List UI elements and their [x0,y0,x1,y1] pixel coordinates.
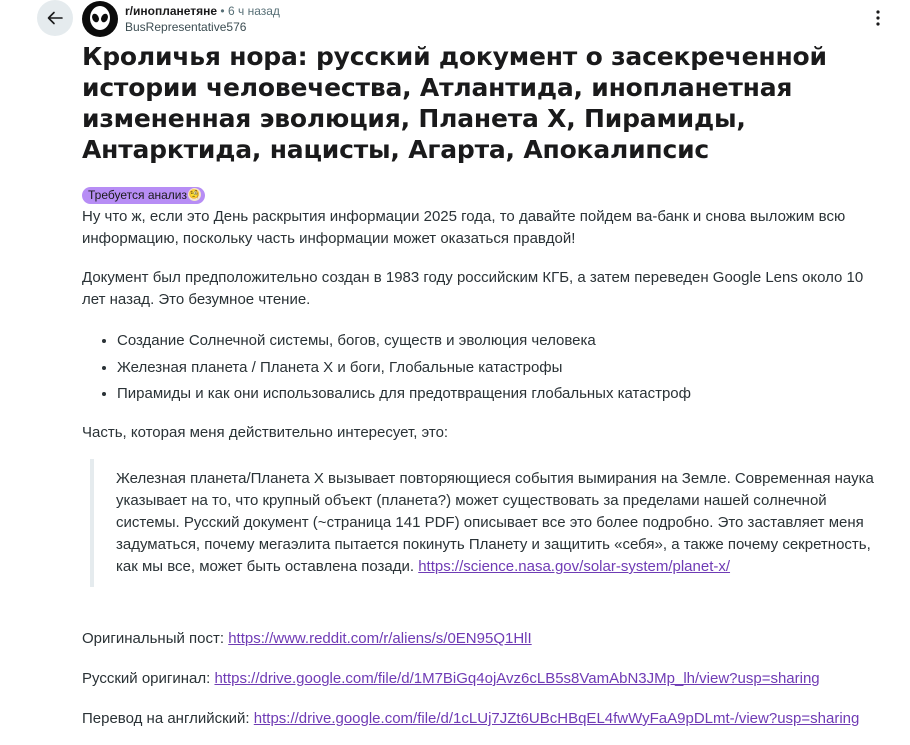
original-post-label: Оригинальный пост: [82,630,225,647]
subreddit-avatar[interactable] [82,1,118,37]
arrow-left-icon [45,8,65,28]
alien-head-icon [82,1,118,37]
back-button[interactable] [37,0,73,36]
post-flair[interactable] [82,187,205,204]
russian-original-link[interactable]: https://drive.google.com/file/d/1M7BiGq4ojAvz6cLB5s8VamAbN3JMp_lh/view?usp=sharing [214,670,820,687]
subreddit-name[interactable]: r/инопланетяне [125,4,218,18]
body-paragraph-3: Часть, которая меня действительно интересует, это: [82,424,449,441]
post-time: 6 ч назад [227,4,280,18]
list-item: • Пирамиды и как они использовались для предотвращения глобальных катастроф [117,381,877,408]
post-author[interactable]: BusRepresentative576 [125,20,247,34]
russian-original-label: Русский оригинал: [82,670,211,687]
ellipsis-vertical-icon [868,8,888,28]
post-meta [125,3,280,35]
original-post-link[interactable]: https://www.reddit.com/r/aliens/s/0EN95Q1HlI [228,630,532,647]
original-post-line [82,628,882,650]
quote-block [90,459,886,587]
list-item: • Создание Солнечной системы, богов, существ и эволюция человека [117,328,877,355]
meta-separator: • [220,4,225,18]
body-paragraph-2: Документ был предположительно создан в 1983 году российским КГБ, а затем переведен Google Lens около 10 лет назад. Это безумное чтение. [82,269,864,308]
russian-original-line [82,668,882,690]
bullet-list [82,328,877,408]
flair-label: Требуется анализ [88,188,187,202]
more-options-button[interactable] [868,8,888,28]
quote-link[interactable]: https://science.nasa.gov/solar-system/planet-x/ [418,558,731,575]
list-item: • Железная планета / Планета X и боги, Глобальные катастрофы [117,355,877,382]
body-paragraph-1: Ну что ж, если это День раскрытия информации 2025 года, то давайте пойдем ва-банк и снова выложим всю информацию, поскольку часть информации может оказаться правдой! [82,208,846,247]
quote-text: Железная планета/Планета X вызывает повторяющиеся события вымирания на Земле. Современная наука указывает на то, что крупный объект (планета?) может существовать за пределами нашей солнечной системы. Русский документ (~страница 141 PDF) описывает все это более подробно. Это заставляет меня задуматься, почему мегаэлита пытается покинуть Планету и защитить «себя», а также почему секретность, как мы все, может быть оставлена позади. [116,470,874,575]
english-translation-line [82,708,902,730]
monocle-face-icon: 🧐 [188,189,201,199]
english-translation-label: Перевод на английский: [82,710,250,727]
english-translation-link[interactable]: https://drive.google.com/file/d/1cLUj7JZt6UBcHBqEL4fwWyFaA9pDLmt-/view?usp=sharing [253,710,860,727]
post-title: Кроличья нора: русский документ о засекреченной истории человечества, Атлантида, инопланетная измененная эволюция, Планета X, Пирамиды, Антарктида, нацисты, Агарта, Апокалипсис [82,42,827,164]
